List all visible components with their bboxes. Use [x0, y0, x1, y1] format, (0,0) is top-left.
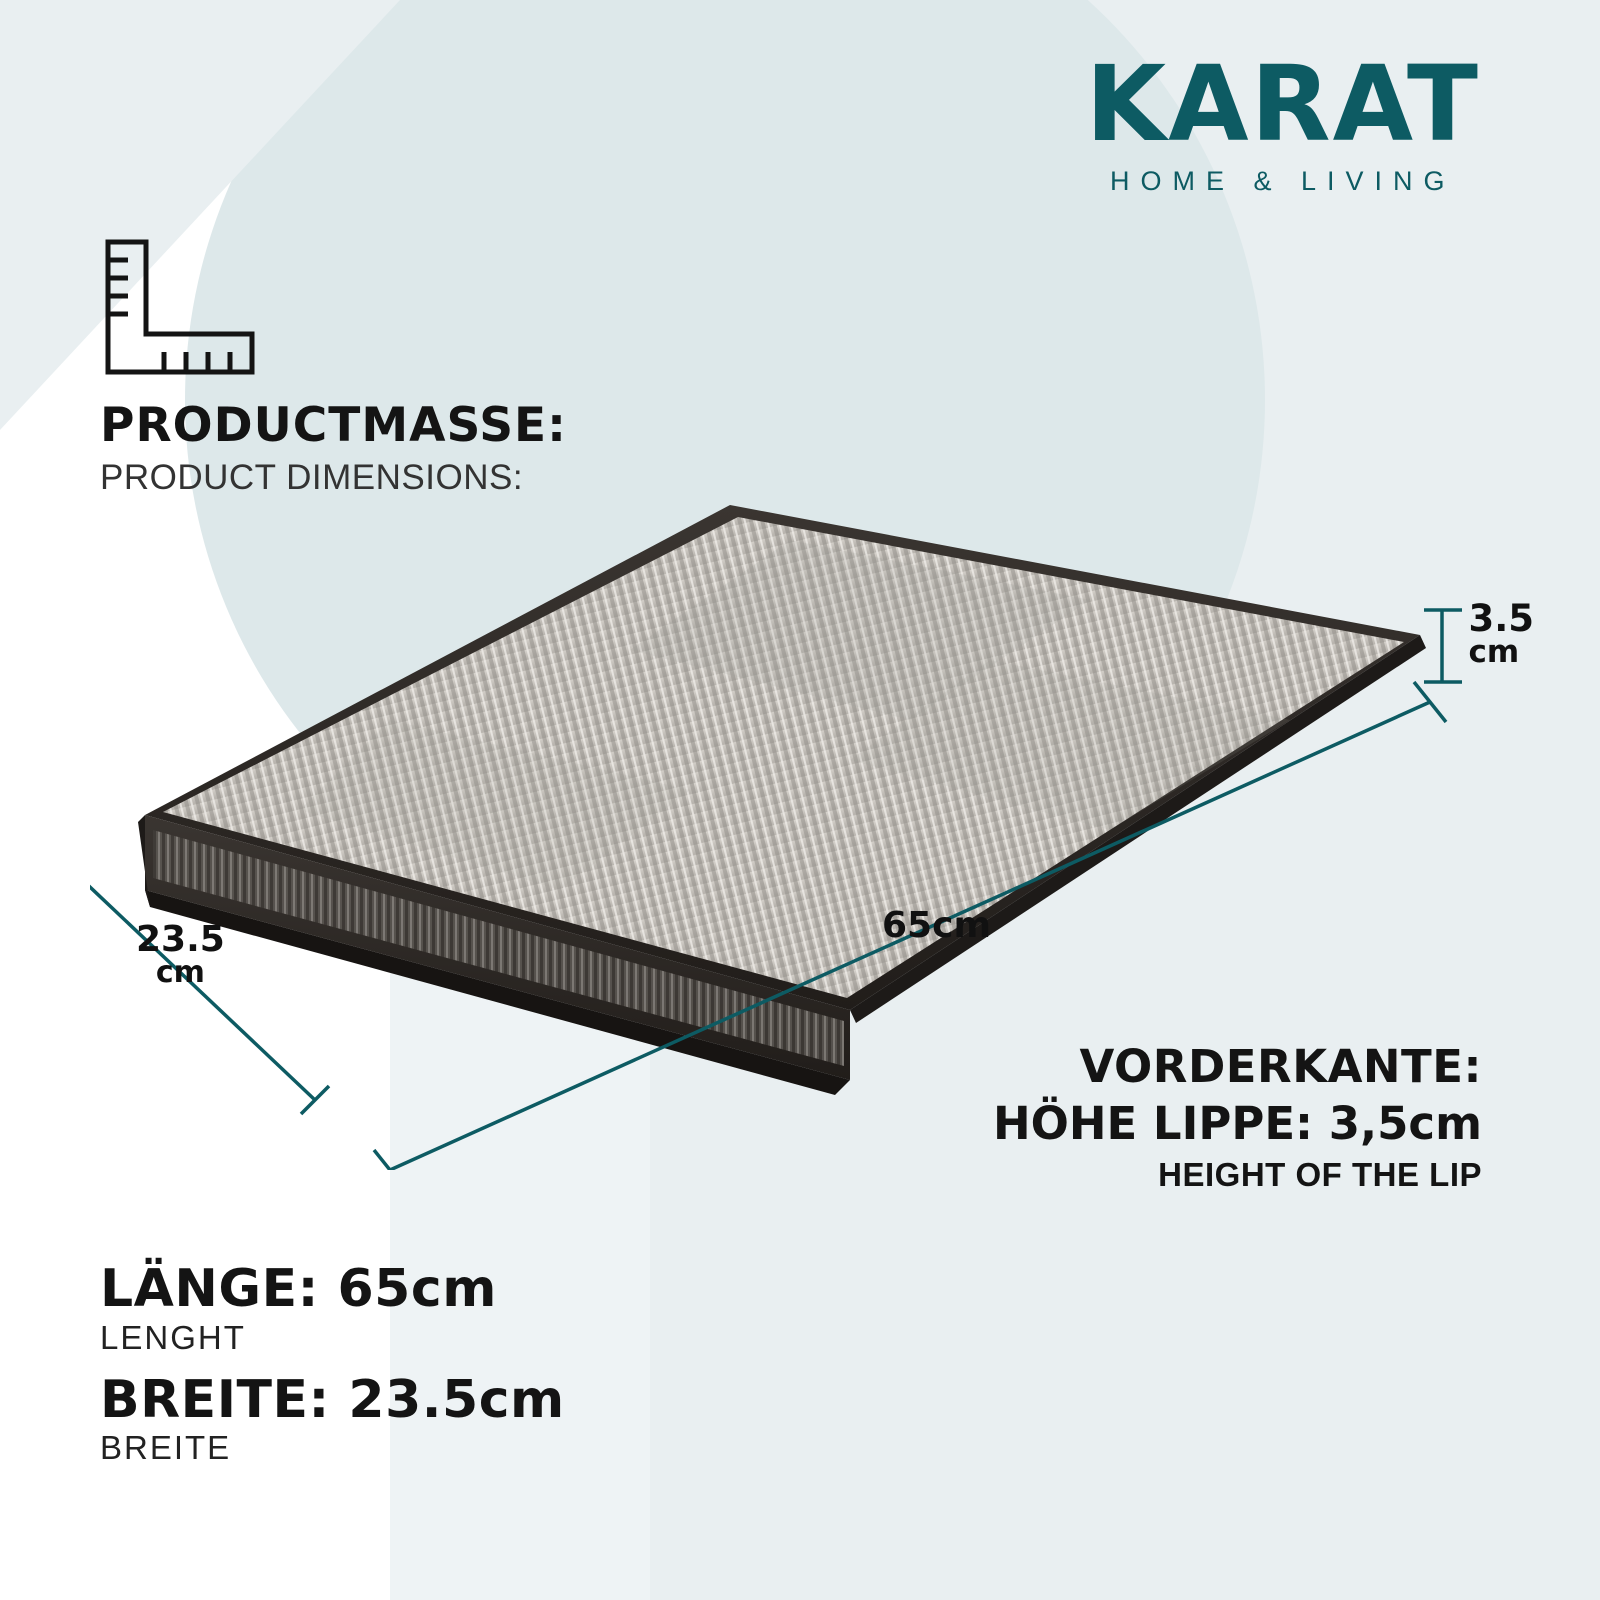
- height-dimension-label: [1468, 597, 1534, 670]
- brand-tagline: HOME & LIVING: [1109, 166, 1456, 196]
- brand-name: KARAT: [1085, 43, 1480, 165]
- ruler-icon: [100, 238, 260, 383]
- width-text-en: BREITE: [100, 1429, 232, 1467]
- front-edge-title: VORDERKANTE:: [1079, 1040, 1482, 1093]
- width-unit: cm: [155, 955, 205, 990]
- page-subtitle: PRODUCT DIMENSIONS:: [100, 458, 524, 497]
- width-text-de: BREITE: 23.5cm: [100, 1369, 565, 1430]
- front-edge-height-en: HEIGHT OF THE LIP: [1158, 1156, 1482, 1193]
- length-text-en: LENGHT: [100, 1318, 246, 1356]
- width-value: 23.5: [136, 919, 225, 960]
- front-edge-height: HÖHE LIPPE: 3,5cm: [992, 1097, 1482, 1150]
- page-title: PRODUCTMASSE:: [100, 398, 567, 453]
- height-unit: cm: [1468, 634, 1520, 670]
- width-dimension-label: [136, 919, 225, 990]
- front-edge-info: [993, 1040, 1482, 1194]
- length-dimension-label: 65cm: [882, 905, 991, 946]
- brand-logo: [1085, 43, 1480, 197]
- height-value: 3.5: [1468, 597, 1534, 640]
- measurements-info: [100, 1259, 565, 1467]
- length-text-de: LÄNGE: 65cm: [100, 1259, 497, 1319]
